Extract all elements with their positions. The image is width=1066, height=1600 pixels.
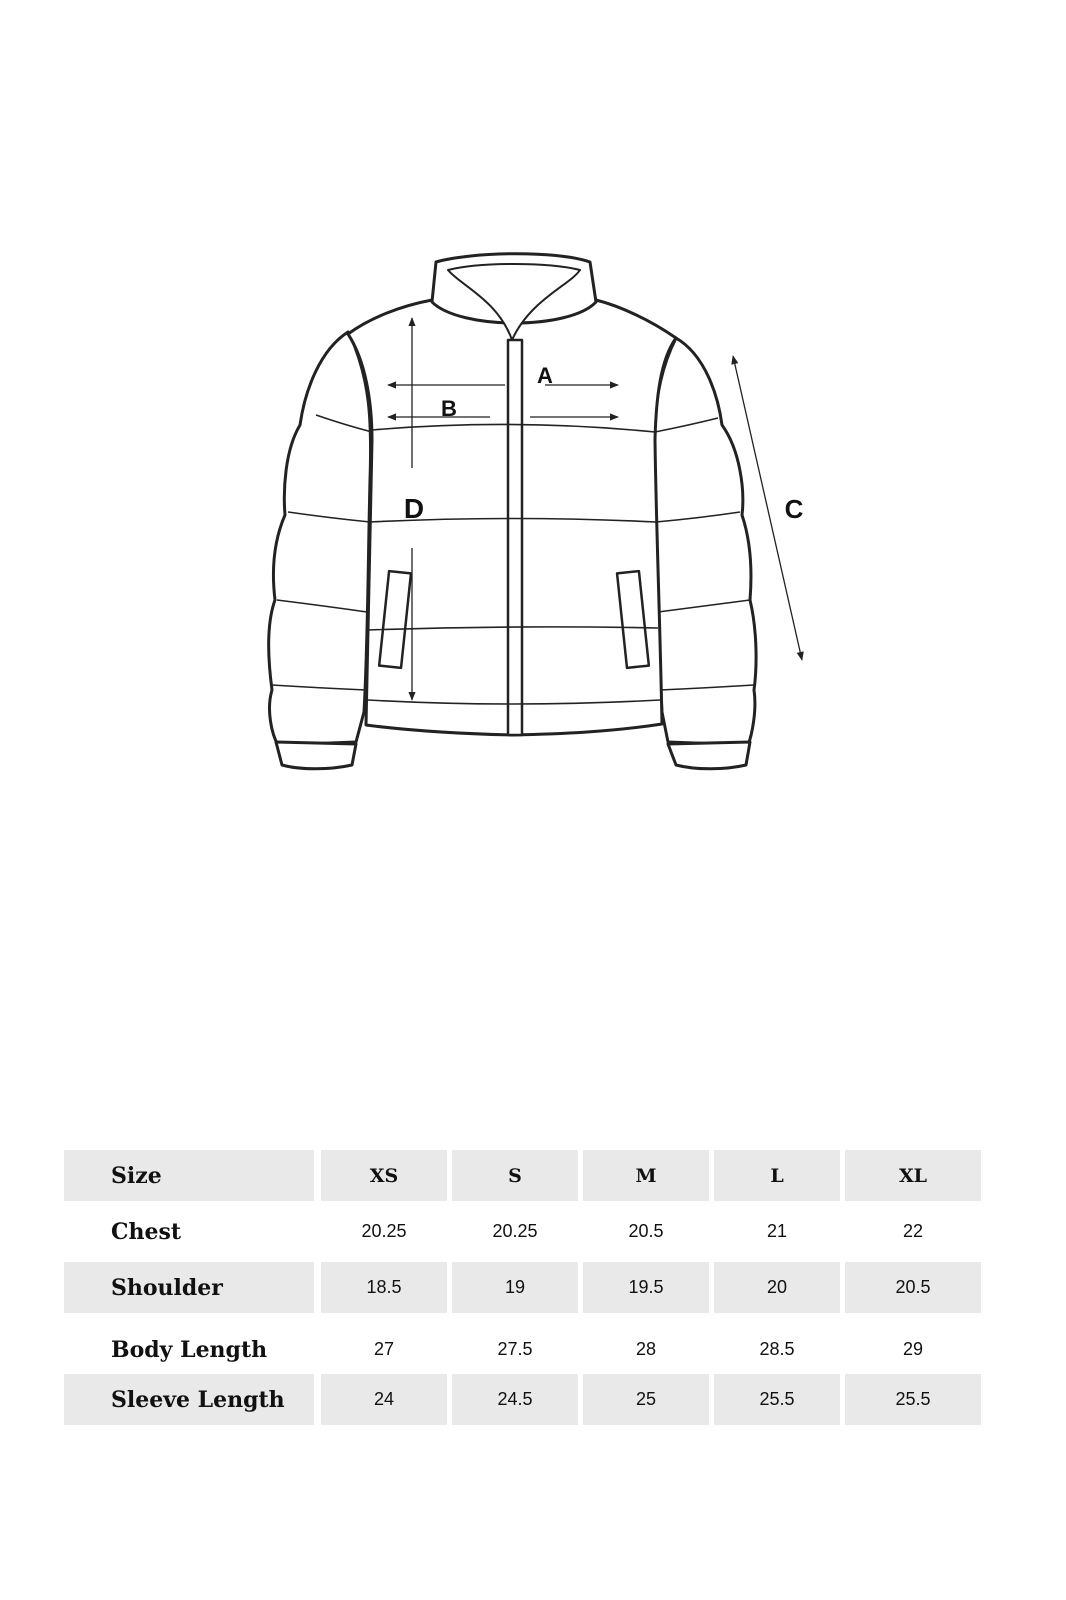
row-label-shoulder: Shoulder <box>64 1262 314 1313</box>
body-length-m: 28 <box>635 1339 657 1359</box>
right-cuff <box>668 742 750 769</box>
label-b: B <box>441 396 457 421</box>
chest-s: 20.25 <box>492 1221 538 1241</box>
table-row-shoulder <box>64 1262 984 1313</box>
right-sleeve <box>654 338 756 745</box>
table-row-body-length <box>64 1324 984 1375</box>
left-sleeve <box>269 332 371 745</box>
label-d: D <box>403 493 425 524</box>
sleeve-length-xs: 24 <box>321 1374 447 1425</box>
table-row-sleeve-length <box>64 1374 984 1425</box>
table-row-chest <box>64 1206 984 1257</box>
header-size-l: L <box>714 1150 840 1201</box>
sleeve-length-l: 25.5 <box>714 1374 840 1425</box>
shoulder-xs: 18.5 <box>321 1262 447 1313</box>
chest-xl: 22 <box>902 1221 924 1241</box>
shoulder-m: 19.5 <box>583 1262 709 1313</box>
chest-l: 21 <box>766 1221 788 1241</box>
puffer-jacket-drawing <box>269 254 756 769</box>
body-length-l: 28.5 <box>759 1339 795 1359</box>
body-length-xl: 29 <box>902 1339 924 1359</box>
label-a: A <box>537 363 553 388</box>
sleeve-length-m: 25 <box>583 1374 709 1425</box>
table-header-row <box>64 1150 984 1201</box>
chest-m: 20.5 <box>628 1221 664 1241</box>
body-length-s: 27.5 <box>497 1339 533 1359</box>
shoulder-s: 19 <box>452 1262 578 1313</box>
header-size-xl: XL <box>845 1150 981 1201</box>
header-size-label: Size <box>64 1150 314 1201</box>
body-length-xs: 27 <box>373 1339 395 1359</box>
zipper <box>508 340 522 735</box>
header-size-xs: XS <box>321 1150 447 1201</box>
row-label-body-length: Body Length <box>111 1336 268 1363</box>
label-c: C <box>784 494 804 524</box>
header-size-s: S <box>452 1150 578 1201</box>
sleeve-length-s: 24.5 <box>452 1374 578 1425</box>
sleeve-length-xl: 25.5 <box>845 1374 981 1425</box>
left-cuff <box>276 742 356 769</box>
row-label-sleeve-length: Sleeve Length <box>64 1374 314 1425</box>
row-label-chest: Chest <box>111 1218 182 1245</box>
shoulder-l: 20 <box>714 1262 840 1313</box>
chest-xs: 20.25 <box>361 1221 407 1241</box>
shoulder-xl: 20.5 <box>845 1262 981 1313</box>
header-size-m: M <box>583 1150 709 1201</box>
